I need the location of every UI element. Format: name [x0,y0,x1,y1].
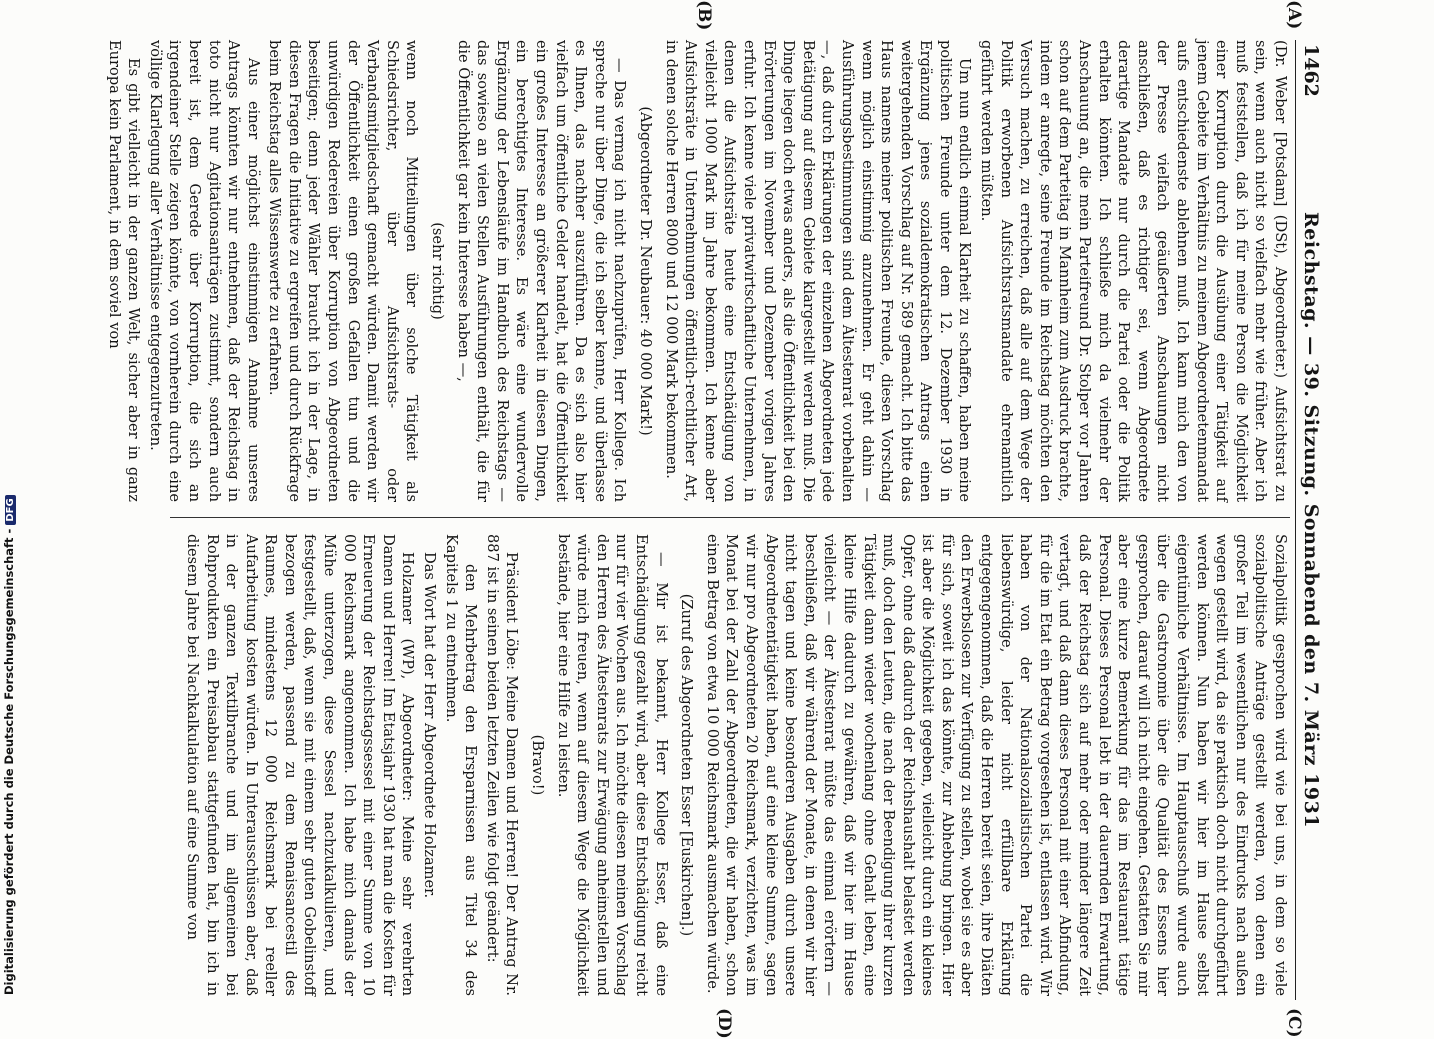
interjection: (Zuruf des Abgeordneten Esser [Euskirchen].) [678,593,696,937]
paragraph: wenn noch Mitteilungen über solche Tätigkeit als Schiedsrichter, über Aufsichtsrats- oder Verbandsmitgliedschaft gemacht würden. Damit werden wir der Öffentlichkeit einen großen Gefallen tun und die unwürdigen Redereien über Korruption von Abgeordneten beseitigen; denn jeder Wähler braucht ich in der Lage, in diesen Fragen die Initiative zu ergreifen und durch Rückfrage beim Reichstag alles Wissenswerte zu erfahren. [266,40,421,502]
paragraph: Es gibt vielleicht in der ganzen Welt, sicher aber in ganz Europa kein Parlament, in dem soviel von [105,40,143,502]
amendment-text: den Mehrbetrag den Ersparnissen aus Titel 34 des Kapitels 1 zu entnehmen. [442,534,480,996]
paragraph: (Dr. Weber [Potsdam] (DSt), Abgeordneter.) Aufsichtsrat zu sein, wenn auch nicht so vielfach mehr wie früher. Aber ich muß feststellen, daß ich für meine Person die Möglichkeit einer Korruption durch die Ausübung einer Tätigkeit auf jenem Gebiete im Verhältnis zu meinem Abgeordnetenmandat aufs entschiedenste ablehnen muß. Ich kann mich den von der Presse vielfach geäußerten Anschauungen nicht anschließen, daß es richtiger sei, wenn Abgeordnete derartige Mandate nur durch die Partei oder die Politik erhalten könnten. Ich schließe mich da vielmehr der Anschauung an, die mein Parteifreund Dr. Stolper vor Jahren schon auf dem Parteitag in Mannheim zum Ausdruck brachte, indem er anregte, seine Freunde im Reichstag möchten den Versuch machen, zu erreichen, daß alle auf dem Wege der Politik erworbenen Aufsichtsratsmandate ehrenamtlich geführt werden müßten. [978,40,1289,502]
interjection: (Bravo!) [529,734,547,796]
interjection: (sehr richtig) [429,222,447,320]
paragraph: Das Wort hat der Herr Abgeordnete Holzamer. [421,552,439,899]
paragraph: Präsident Löbe: Meine Damen und Herren! Der Antrag Nr. 887 ist in seinen beiden letzten Zeilen wie folgt geändert: [483,534,521,996]
credit-text: Digitalisierung gefördert durch die Deutsche Forschungsgemeinschaft - [2,528,16,995]
left-text-column [105,40,1290,502]
page-title: Reichstag. — 39. Sitzung. Sonnabend den 7. März 1931 [1300,211,1322,829]
paragraph: Aus einer möglichst einstimmigen Annahme unseres Antrags könnten wir nur entnehmen, daß der Reichstag in toto nicht nur Agitationsanträgen zustimmt, sondern auch bereit ist, dem Gerede über Korruption, die sich an irgendeiner Stelle zeigen könnte, von vornherein durch eine völlige Klarlegung aller Verhältnisse entgegenzutreten. [146,40,262,502]
page-header [1295,40,1324,1000]
paragraph: Sozialpolitik gesprochen wird wie bei uns, in dem so viele sozialpolitische Anträge gestellt werden, von denen ein großer Teil im wesentlichen nur des Eindrucks nach außen wegen gestellt wird, da sie praktisch doch nicht durchgeführt werden können. Nun haben wir hier im Hause selbst eigentümliche Verhältnisse. Im Hauptausschuß wurde auch über die Gastronomie über die Qualität des Essens hier gesprochen, darauf will ich nicht eingehen. Gestatten Sie mir aber eine kurze Bemerkung für das im Restaurant tätige Personal. Dieses Personal lebt in der dauernden Erwartung, daß der Reichstag sich auf mehr oder minder längere Zeit vertagt, und daß dann dieses Personal mit einer Abfindung, für die im Etat ein Betrag vorgesehen ist, entlassen wird. Wir haben von der Nationalsozialistischen Partei die liebenswürdige, leider nicht erfüllbare Erklärung entgegengenommen, daß die Herren bereit seien, ihre Diäten den Erwerbslosen zur Verfügung zu stellen, wobei sie es aber für sich, soweit ich das könnte, zur Abhebung bringen. Hier ist aber die Möglichkeit gegeben, vielleicht durch ein kleines Opfer, ohne daß dadurch der Reichshaushalt belastet werden muß, doch den Leuten, die nach der Beendigung ihrer kurzen Tätigkeit dann wieder wochenlang ohne Gehalt leben, eine kleine Hilfe dadurch zu gewähren, daß wir hier im Hause vielleicht — der Ältestenrat müßte das einmal erörtern — beschließen, daß wir während der Monate, in denen wir hier nicht tagen und keine besonderen Ausgaben durch unsere Abgeordnetentätigkeit haben, auf eine kleine Summe, sagen wir nur pro Abgeordneten 20 Reichsmark, verzichten, was im Monat bei der Zahl der Abgeordneten, die wir haben, schon einen Betrag von etwa 10 000 Reichsmark ausmachen würde. [703,534,1289,996]
paragraph: — Das vermag ich nicht nachzuprüfen, Herr Kollege. Ich spreche nur über Dinge, die ich selber kenne, und überlasse es Ihnen, das nachher auszuführen. Da es sich also hier vielfach um öffentliche Gelder handelt, hat die Öffentlichkeit ein großes Interesse an größerer Klarheit in diesen Dingen, ein berechtigtes Interesse. Es wäre eine wundervolle Ergänzung der Lebensläufe im Handbuch des Reichstags — das sowieso an vielen Stellen Ausführungen enthält, die für die Öffentlichkeit gar kein Interesse haben —, [454,40,629,502]
page-number: 1462 [1300,44,1322,97]
margin-marker-a: (A) [1284,0,1304,30]
paragraph: Holzamer (WP), Abgeordneter: Meine sehr verehrten Damen und Herren! Im Etatsjahr 1930 hat man die Kosten für Erneuerung der Reichstagssessel mit einer Summe von 10 000 Reichsmark angenommen. Ich habe mich damals der Mühe unterzogen, diese Sessel nachzukalkulieren, und festgestellt, daß, wenn sie mit einem sehr guten Gobelinstoff bezogen werden, passend zu dem Renaissancestil des Raumes, mindestens 12 000 Reichsmark bei reeller Aufarbeitung kosten würden. In Unterausschüssen aber, daß in der ganzen Textilbranche und im allgemeinen bei Rohprodukten ein Preisabbau stattgefunden hat, bin ich in diesem Jahre bei Nachkalkulation auf eine Summe von [183,534,417,996]
interjection: (Abgeordneter Dr. Neubauer: 40 000 Mark!) [637,106,654,436]
right-text-column [140,534,1290,996]
column-divider [170,517,1290,518]
margin-marker-d: (D) [714,1008,734,1039]
digitization-credit [2,498,16,995]
margin-marker-c: (C) [1284,1008,1304,1038]
margin-marker-b: (B) [694,0,714,31]
rotated-document-page [105,0,1324,1039]
paragraph: — Mir ist bekannt, Herr Kollege Esser, daß eine Entschädigung gezahlt wird, aber diese Entschädigung reicht nur für vier Wochen aus. Ich möchte diesen meinen Vorschlag den Herren des Ältestenrats zur Erwägung anheimstellen und würde mich freuen, wenn auf diesem Wege die Möglichkeit bestände, hier eine Hilfe zu leisten. [554,534,670,996]
paragraph: Um nun endlich einmal Klarheit zu schaffen, haben meine politischen Freunde unter dem 12. Dezember 1930 in Ergänzung jenes sozialdemokratischen Antrags einen weitergehenden Vorschlag auf Nr. 589 gemacht. Ich bitte das Haus namens meiner politischen Freunde, diesen Vorschlag wenn möglich einstimmig anzunehmen. Er geht dahin — Ausführungsbestimmungen sind dem Ältestenrat vorbehalten —, daß durch Erklärungen der einzelnen Abgeordneten jede Betätigung auf diesem Gebiete klargestellt werden muß. Die Dinge liegen doch etwas anders, als die Öffentlichkeit bei den Erörterungen im November und Dezember vorigen Jahres erfuhr. Ich kenne viele privatwirtschaftliche Unternehmen, in denen die Aufsichtsräte heute eine Entschädigung von vielleicht 1000 Mark im Jahre bekommen. Ich kenne aber Aufsichtsräte in Unternehmungen öffentlich-rechtlicher Art, in denen solche Herren 8000 und 12 000 Mark bekommen. [662,40,974,502]
dfg-logo: DFG [5,495,16,524]
